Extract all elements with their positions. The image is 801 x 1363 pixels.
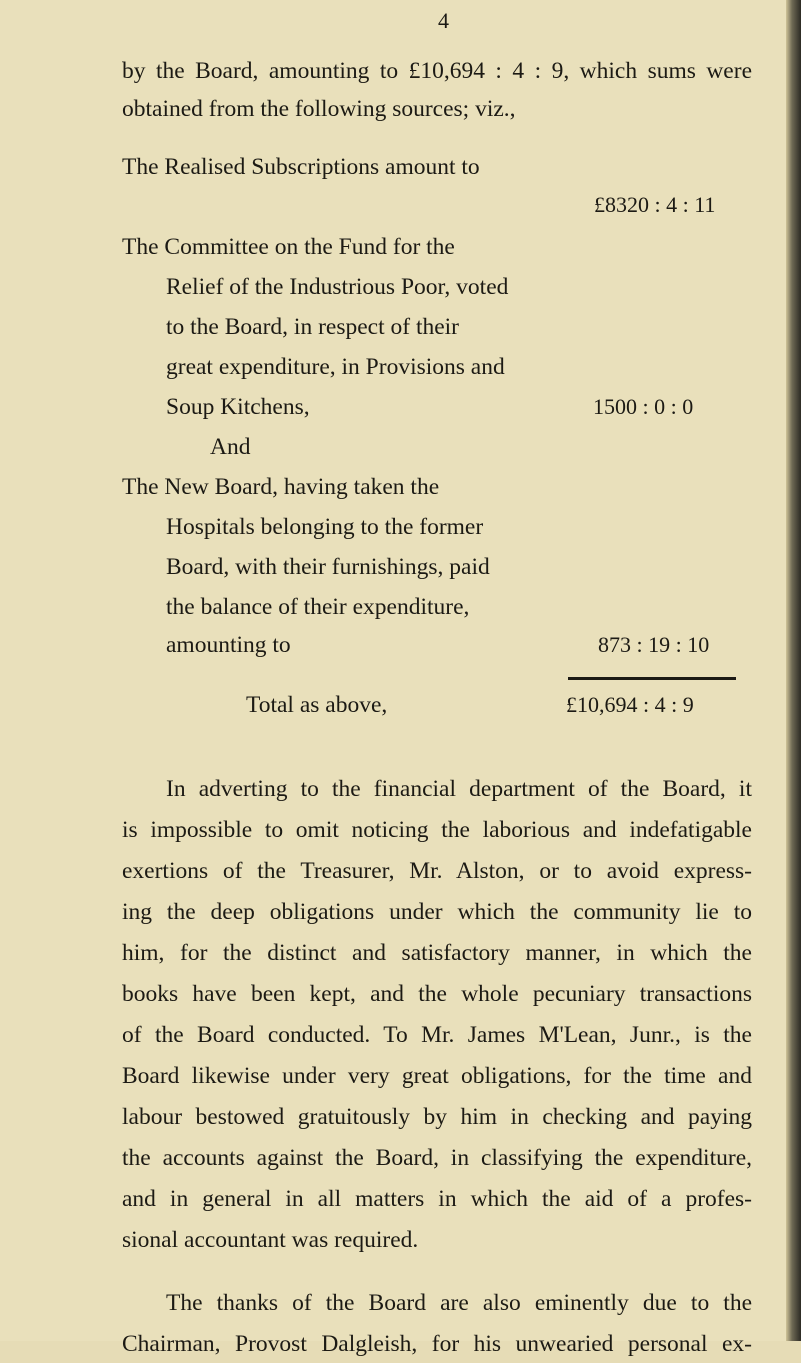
item-board-line-4: the balance of their expenditure, [166, 594, 470, 620]
paragraph1-line-11: and in general in all matters in which the aid of a profes- [122, 1186, 752, 1212]
intro-line-2: obtained from the following sources; viz., [122, 96, 516, 122]
paragraph1-line-3: exertions of the Treasurer, Mr. Alston, or to avoid express- [122, 858, 752, 884]
item-board-line-5: amounting to [166, 632, 291, 658]
paragraph2-line-2: Chairman, Provost Dalgleish, for his unwearied personal ex- [122, 1331, 752, 1357]
paragraph1-line-4: ing the deep obligations under which the community lie to [122, 899, 752, 925]
paragraph1-line-6: books have been kept, and the whole pecuniary transactions [122, 981, 752, 1007]
item-board-line-3: Board, with their furnishings, paid [166, 554, 490, 580]
item-committee-line-2: Relief of the Industrious Poor, voted [166, 274, 509, 300]
item-board-line-1: The New Board, having taken the [122, 474, 440, 500]
item-board-line-2: Hospitals belonging to the former [166, 514, 484, 540]
item-committee-line-4: great expenditure, in Provisions and [166, 354, 505, 380]
item-board-and: And [210, 434, 251, 460]
paragraph1-line-2: is impossible to omit noticing the laborious and indefatigable [122, 817, 752, 843]
intro-line-1: by the Board, amounting to £10,694 : 4 : 9, which sums were [122, 58, 752, 84]
item-committee-amount: 1500 : 0 : 0 [593, 394, 694, 419]
page-edge [786, 0, 801, 1341]
item-committee-line-3: to the Board, in respect of their [166, 314, 460, 340]
paragraph1-line-9: labour bestowed gratuitously by him in checking and paying [122, 1104, 752, 1130]
paragraph1-line-12: sional accountant was required. [122, 1227, 419, 1253]
paragraph2-line-1: The thanks of the Board are also eminently due to the [166, 1290, 752, 1316]
total-label: Total as above, [246, 692, 388, 718]
item-board-amount: 873 : 19 : 10 [598, 632, 710, 657]
item-committee-line-5: Soup Kitchens, [166, 394, 310, 420]
item-subscriptions-amount: £8320 : 4 : 11 [594, 192, 716, 217]
paragraph1-line-8: Board likewise under very great obligations, for the time and [122, 1063, 752, 1089]
paragraph1-line-7: of the Board conducted. To Mr. James M'Lean, Junr., is the [122, 1022, 752, 1048]
page-number: 4 [438, 8, 449, 33]
paragraph1-line-5: him, for the distinct and satisfactory manner, in which the [122, 940, 752, 966]
paragraph1-line-10: the accounts against the Board, in classifying the expenditure, [122, 1145, 752, 1171]
item-committee-line-1: The Committee on the Fund for the [122, 234, 455, 260]
item-subscriptions-text: The Realised Subscriptions amount to [122, 154, 480, 180]
total-amount: £10,694 : 4 : 9 [566, 692, 694, 717]
paragraph1-line-1: In adverting to the financial department of the Board, it [166, 776, 752, 802]
sum-rule [568, 677, 736, 680]
